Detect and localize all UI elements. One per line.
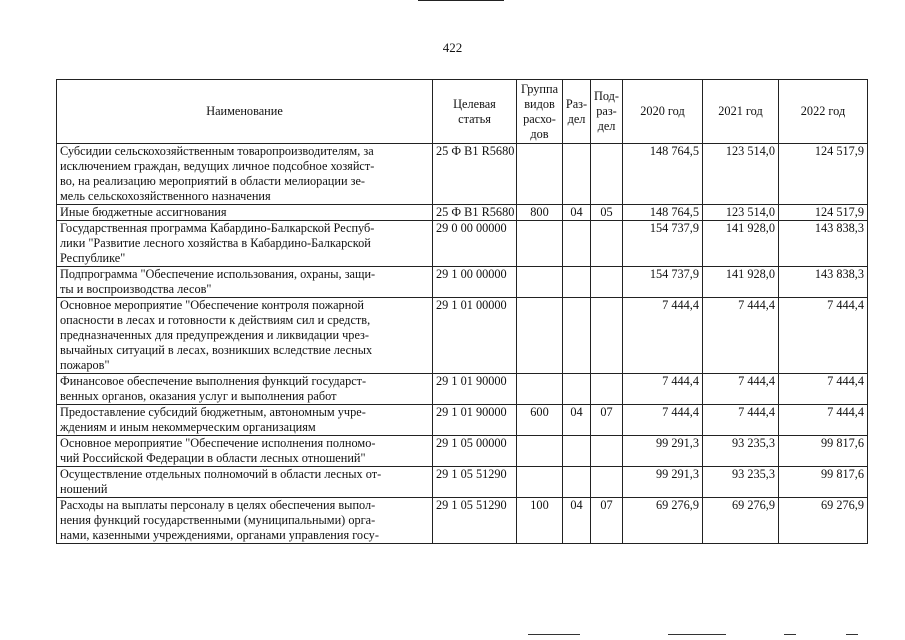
row-section (563, 436, 591, 467)
row-section: 04 (563, 498, 591, 544)
row-group (517, 436, 563, 467)
row-group (517, 221, 563, 267)
row-target: 29 1 00 00000 (433, 267, 517, 298)
row-target: 29 1 05 00000 (433, 436, 517, 467)
row-subsection: 07 (591, 405, 623, 436)
row-2020: 69 276,9 (623, 498, 703, 544)
row-name: Основное мероприятие "Обеспечение исполнения полномо- чий Российской Федерации в области лесных отношений" (57, 436, 433, 467)
row-2022: 99 817,6 (779, 467, 868, 498)
row-2022: 124 517,9 (779, 205, 868, 221)
row-2022: 124 517,9 (779, 144, 868, 205)
row-2021: 7 444,4 (703, 298, 779, 374)
table-row (57, 267, 868, 298)
row-group: 600 (517, 405, 563, 436)
row-2022: 99 817,6 (779, 436, 868, 467)
row-name: Иные бюджетные ассигнования (57, 205, 433, 221)
row-name: Предоставление субсидий бюджетным, автономным учре- ждениям и иным некоммерческим организациям (57, 405, 433, 436)
row-2020: 99 291,3 (623, 436, 703, 467)
row-2021: 141 928,0 (703, 267, 779, 298)
row-target: 29 1 01 00000 (433, 298, 517, 374)
row-2022: 69 276,9 (779, 498, 868, 544)
table-row (57, 436, 868, 467)
column-header-2022: 2022 год (779, 80, 868, 144)
row-group (517, 374, 563, 405)
row-2022: 7 444,4 (779, 374, 868, 405)
row-name: Финансовое обеспечение выполнения функций государст- венных органов, оказания услуг и выполнения работ (57, 374, 433, 405)
row-section (563, 144, 591, 205)
scan-mark (668, 634, 726, 635)
row-2020: 99 291,3 (623, 467, 703, 498)
table-row (57, 498, 868, 544)
row-subsection (591, 467, 623, 498)
row-group: 800 (517, 205, 563, 221)
row-target: 29 1 01 90000 (433, 405, 517, 436)
table-row (57, 405, 868, 436)
row-section (563, 374, 591, 405)
row-name: Субсидии сельскохозяйственным товаропроизводителям, за исключением граждан, ведущих личное подсобное хозяйст- во, на реализацию мероприятий в области мелиорации зе- мель сельскохозяйственного назначения (57, 144, 433, 205)
row-section: 04 (563, 405, 591, 436)
row-name: Государственная программа Кабардино-Балкарской Респуб- лики "Развитие лесного хозяйства в Кабардино-Балкарской Республике" (57, 221, 433, 267)
column-header-2021: 2021 год (703, 80, 779, 144)
scan-mark (784, 634, 796, 635)
row-target: 29 1 05 51290 (433, 467, 517, 498)
row-2021: 123 514,0 (703, 144, 779, 205)
row-group (517, 298, 563, 374)
row-subsection (591, 221, 623, 267)
row-target: 29 1 05 51290 (433, 498, 517, 544)
row-section: 04 (563, 205, 591, 221)
row-name: Подпрограмма "Обеспечение использования, охраны, защи- ты и воспроизводства лесов" (57, 267, 433, 298)
table-header (57, 80, 868, 144)
row-section (563, 298, 591, 374)
row-subsection (591, 436, 623, 467)
row-target: 29 0 00 00000 (433, 221, 517, 267)
row-2020: 154 737,9 (623, 221, 703, 267)
row-group: 100 (517, 498, 563, 544)
row-section (563, 267, 591, 298)
column-header-expense-group: Группа видов расхо- дов (517, 80, 563, 144)
column-header-2020: 2020 год (623, 80, 703, 144)
row-2022: 143 838,3 (779, 267, 868, 298)
row-name: Расходы на выплаты персоналу в целях обеспечения выпол- нения функций государственными (муниципальными) орга- нами, казенными учреждениями, органами управления госу- (57, 498, 433, 544)
column-header-subsection: Под- раз- дел (591, 80, 623, 144)
row-target: 29 1 01 90000 (433, 374, 517, 405)
budget-table (56, 79, 868, 544)
top-rule (418, 0, 504, 1)
row-2021: 93 235,3 (703, 467, 779, 498)
row-subsection (591, 298, 623, 374)
table-row (57, 144, 868, 205)
scan-mark (528, 634, 580, 635)
row-subsection (591, 374, 623, 405)
row-group (517, 267, 563, 298)
column-header-name: Наименование (57, 80, 433, 144)
scan-mark (846, 634, 858, 635)
row-2021: 7 444,4 (703, 374, 779, 405)
row-2021: 123 514,0 (703, 205, 779, 221)
row-2021: 141 928,0 (703, 221, 779, 267)
row-2022: 7 444,4 (779, 405, 868, 436)
row-2020: 154 737,9 (623, 267, 703, 298)
row-target: 25 Ф В1 R5680 (433, 144, 517, 205)
table-row (57, 221, 868, 267)
row-2022: 7 444,4 (779, 298, 868, 374)
row-2020: 7 444,4 (623, 405, 703, 436)
table-row (57, 374, 868, 405)
row-subsection (591, 144, 623, 205)
table-row (57, 298, 868, 374)
column-header-section: Раз- дел (563, 80, 591, 144)
page-number: 422 (442, 40, 463, 55)
row-2020: 148 764,5 (623, 144, 703, 205)
row-2021: 93 235,3 (703, 436, 779, 467)
row-subsection: 07 (591, 498, 623, 544)
row-2021: 69 276,9 (703, 498, 779, 544)
row-2022: 143 838,3 (779, 221, 868, 267)
table-body (57, 144, 868, 544)
row-name: Осуществление отдельных полномочий в области лесных от- ношений (57, 467, 433, 498)
row-name: Основное мероприятие "Обеспечение контроля пожарной опасности в лесах и готовности к действиям сил и средств, предназначенных для предупреждения и ликвидации чрез- вычайных ситуаций в лесах, возникших вследствие лесных пожаров" (57, 298, 433, 374)
row-group (517, 467, 563, 498)
row-group (517, 144, 563, 205)
row-2020: 7 444,4 (623, 374, 703, 405)
row-2020: 7 444,4 (623, 298, 703, 374)
row-2020: 148 764,5 (623, 205, 703, 221)
row-section (563, 221, 591, 267)
row-section (563, 467, 591, 498)
row-subsection: 05 (591, 205, 623, 221)
row-2021: 7 444,4 (703, 405, 779, 436)
column-header-target: Целевая статья (433, 80, 517, 144)
row-target: 25 Ф В1 R5680 (433, 205, 517, 221)
row-subsection (591, 267, 623, 298)
table-row (57, 467, 868, 498)
table-row (57, 205, 868, 221)
